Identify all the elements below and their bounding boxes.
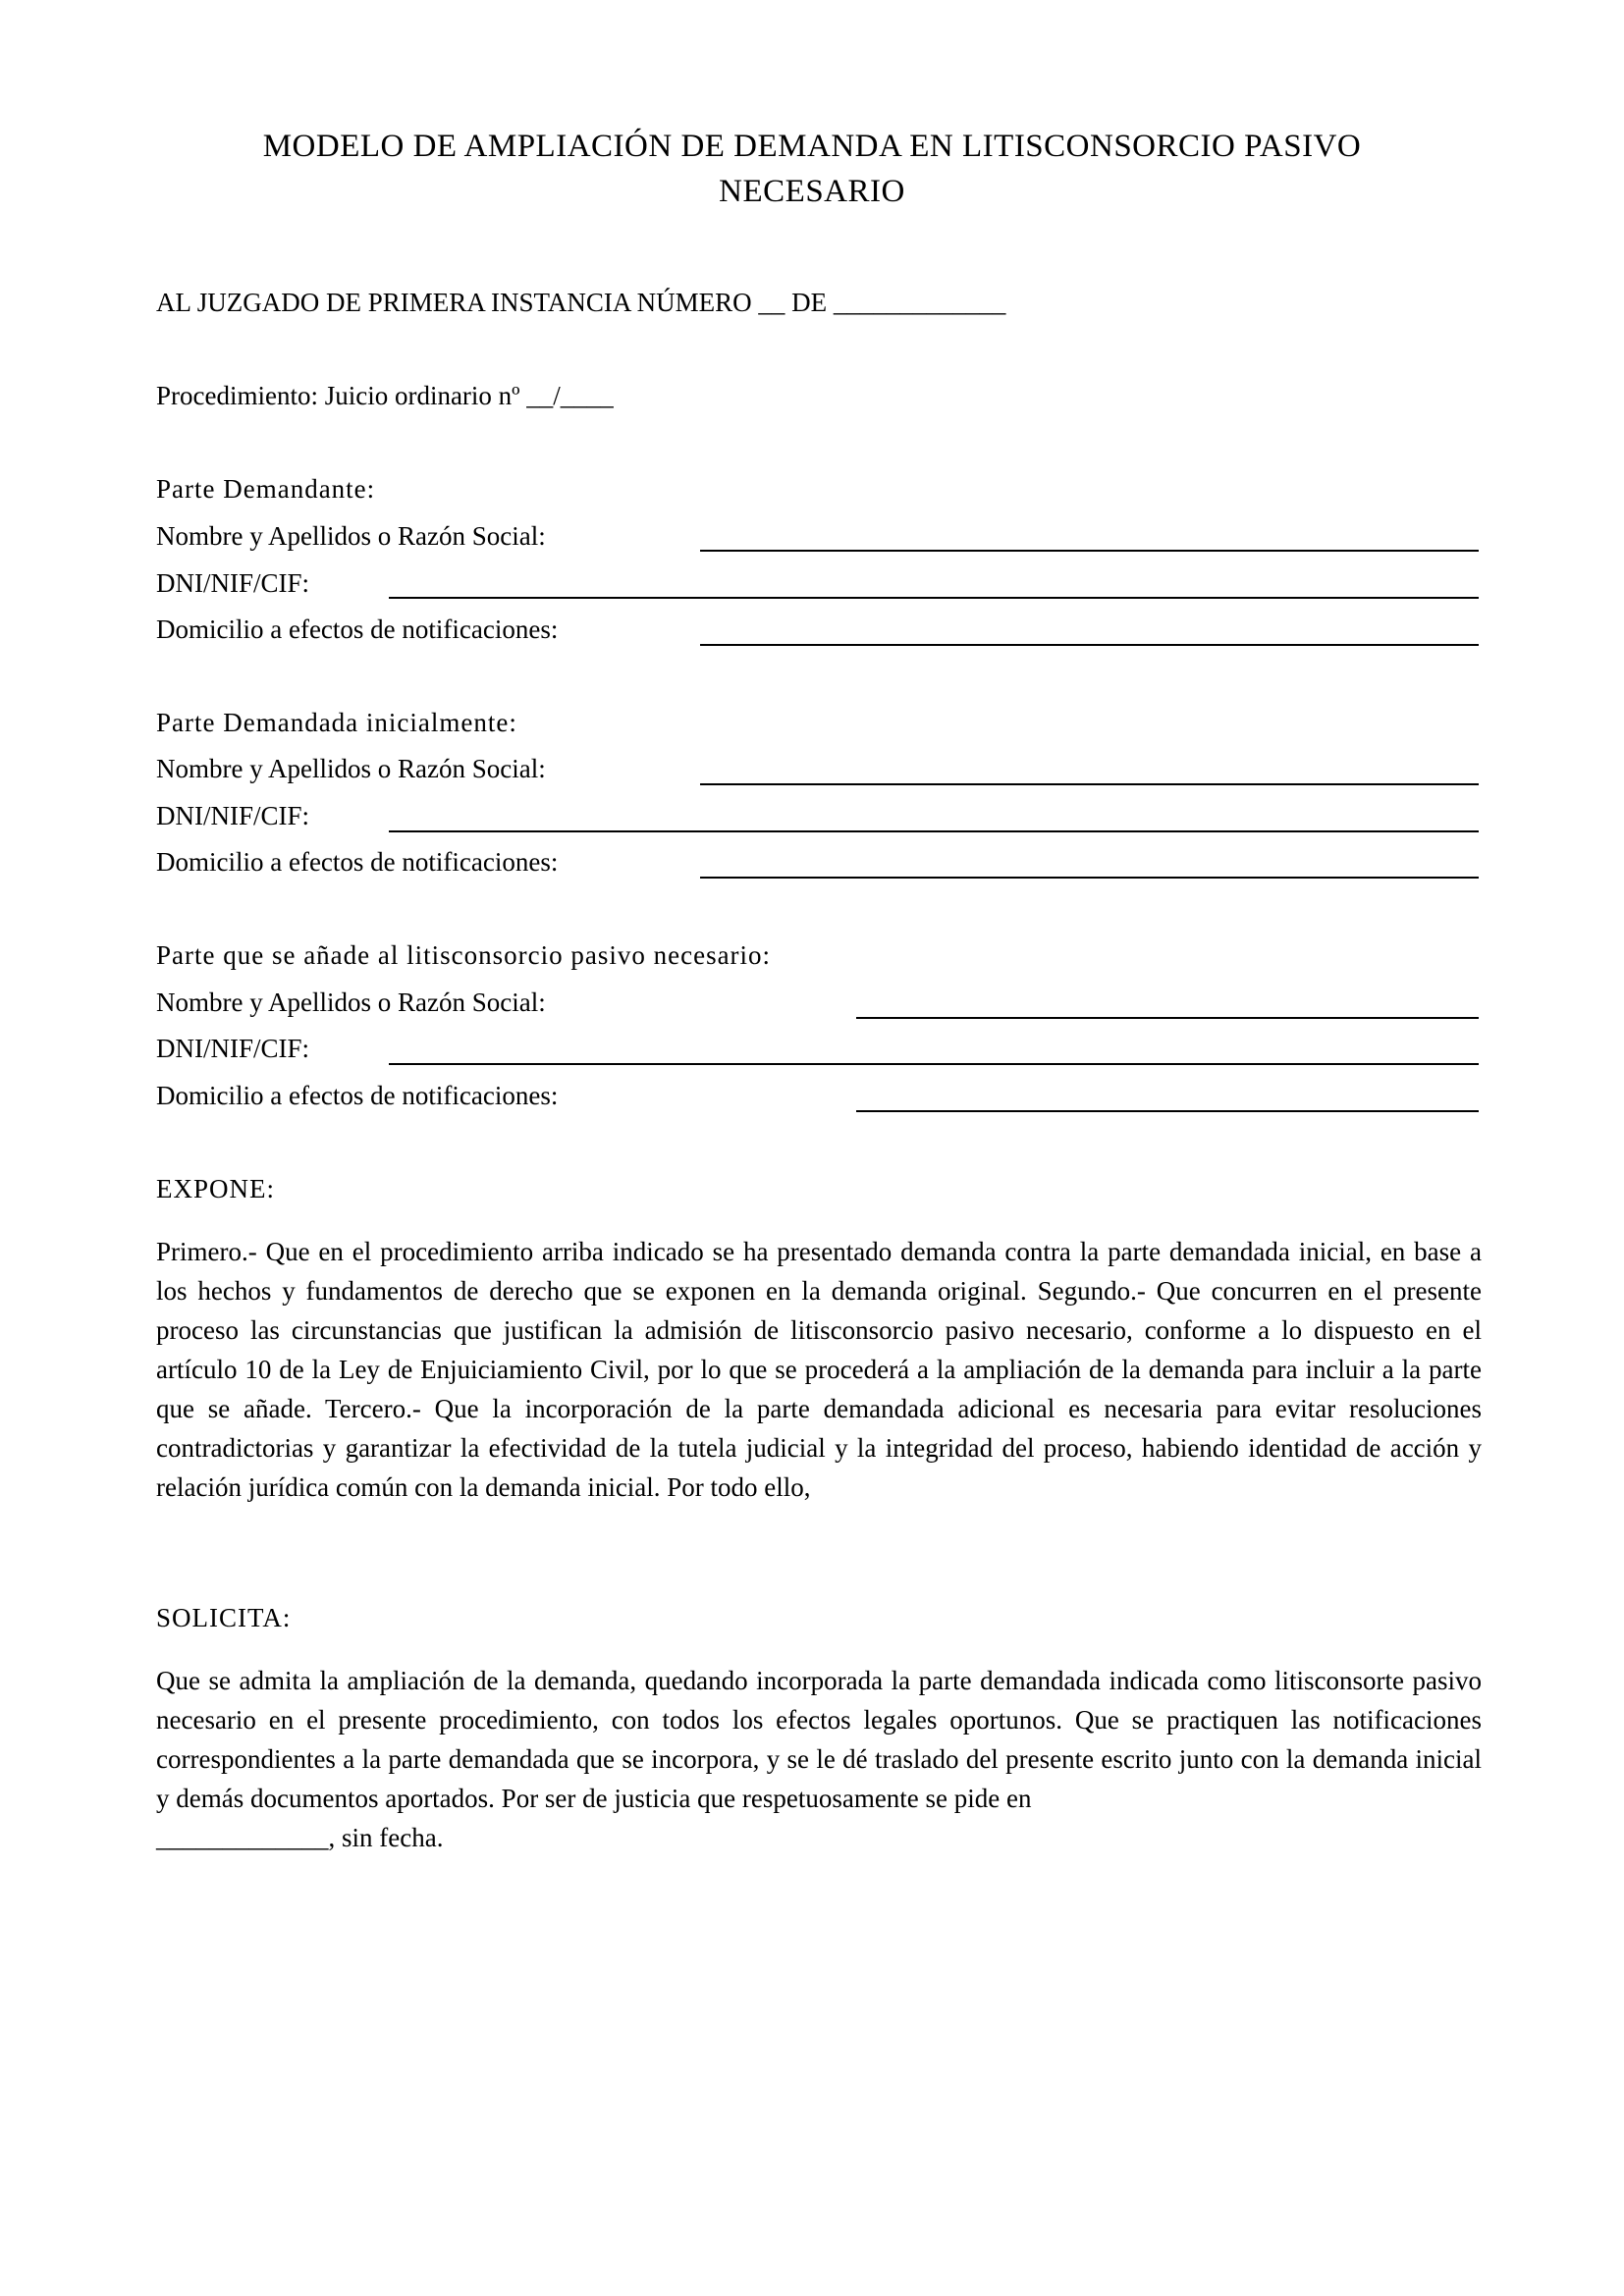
expone-heading: EXPONE: (156, 1174, 275, 1203)
solicita-heading: SOLICITA: (156, 1603, 292, 1632)
added-party-id-blank[interactable] (389, 1063, 1479, 1065)
defendant-name-label: Nombre y Apellidos o Razón Social: (156, 754, 546, 783)
plaintiff-name-label: Nombre y Apellidos o Razón Social: (156, 521, 546, 551)
solicita-paragraph: Que se admita la ampliación de la demanda, quedando incorporada la parte demandada indicada como litisconsorte pasivo necesario en el presente procedimiento, con todos los efectos legales oportunos. Que se practiquen las notificaciones correspondientes a la parte demandada que se incorpora, y se le dé traslado del presente escrito junto con la demanda inicial y demás documentos aportados. Por ser de justicia que respetuosamente se pide en (156, 1666, 1482, 1813)
added-party-address-blank[interactable] (856, 1110, 1479, 1112)
defendant-address-label: Domicilio a efectos de notificaciones: (156, 847, 559, 877)
defendant-id-label: DNI/NIF/CIF: (156, 801, 310, 830)
plaintiff-address-label: Domicilio a efectos de notificaciones: (156, 614, 559, 644)
court-line: AL JUZGADO DE PRIMERA INSTANCIA NÚMERO __ DE _____________ (156, 288, 1006, 317)
defendant-name-blank[interactable] (700, 783, 1479, 785)
added-party-name-blank[interactable] (856, 1017, 1479, 1019)
plaintiff-name-blank[interactable] (700, 550, 1479, 552)
added-party-address-label: Domicilio a efectos de notificaciones: (156, 1081, 559, 1110)
closing-line: _____________, sin fecha. (156, 1823, 444, 1852)
added-party-heading: Parte que se añade al litisconsorcio pasivo necesario: (156, 940, 772, 970)
document-title-line-2: NECESARIO (719, 174, 905, 209)
expone-paragraph: Primero.- Que en el procedimiento arriba indicado se ha presentado demanda contra la parte demandada inicial, en base a los hechos y fundamentos de derecho que se exponen en la demanda original. Segundo.- Que concurren en el presente proceso las circunstancias que justifican la admisión de litisconsorcio pasivo necesario, conforme a lo dispuesto en el artículo 10 de la Ley de Enjuiciamiento Civil, por lo que se procederá a la ampliación de la demanda para incluir a la parte que se añade. Tercero.- Que la incorporación de la parte demandada adicional es necesaria para evitar resoluciones contradictorias y garantizar la efectividad de la tutela judicial y la integridad del proceso, habiendo identidad de acción y relación jurídica común con la demanda inicial. Por todo ello, (156, 1237, 1482, 1502)
document-title-line-1: MODELO DE AMPLIACIÓN DE DEMANDA EN LITISCONSORCIO PASIVO (262, 129, 1362, 164)
plaintiff-heading: Parte Demandante: (156, 474, 376, 504)
plaintiff-id-label: DNI/NIF/CIF: (156, 568, 310, 598)
defendant-address-blank[interactable] (700, 877, 1479, 879)
defendant-id-blank[interactable] (389, 830, 1479, 832)
added-party-id-label: DNI/NIF/CIF: (156, 1034, 310, 1063)
added-party-name-label: Nombre y Apellidos o Razón Social: (156, 988, 546, 1017)
plaintiff-id-blank[interactable] (389, 597, 1479, 599)
plaintiff-address-blank[interactable] (700, 644, 1479, 646)
procedure-line: Procedimiento: Juicio ordinario nº __/____ (156, 381, 614, 410)
defendant-heading: Parte Demandada inicialmente: (156, 708, 517, 737)
